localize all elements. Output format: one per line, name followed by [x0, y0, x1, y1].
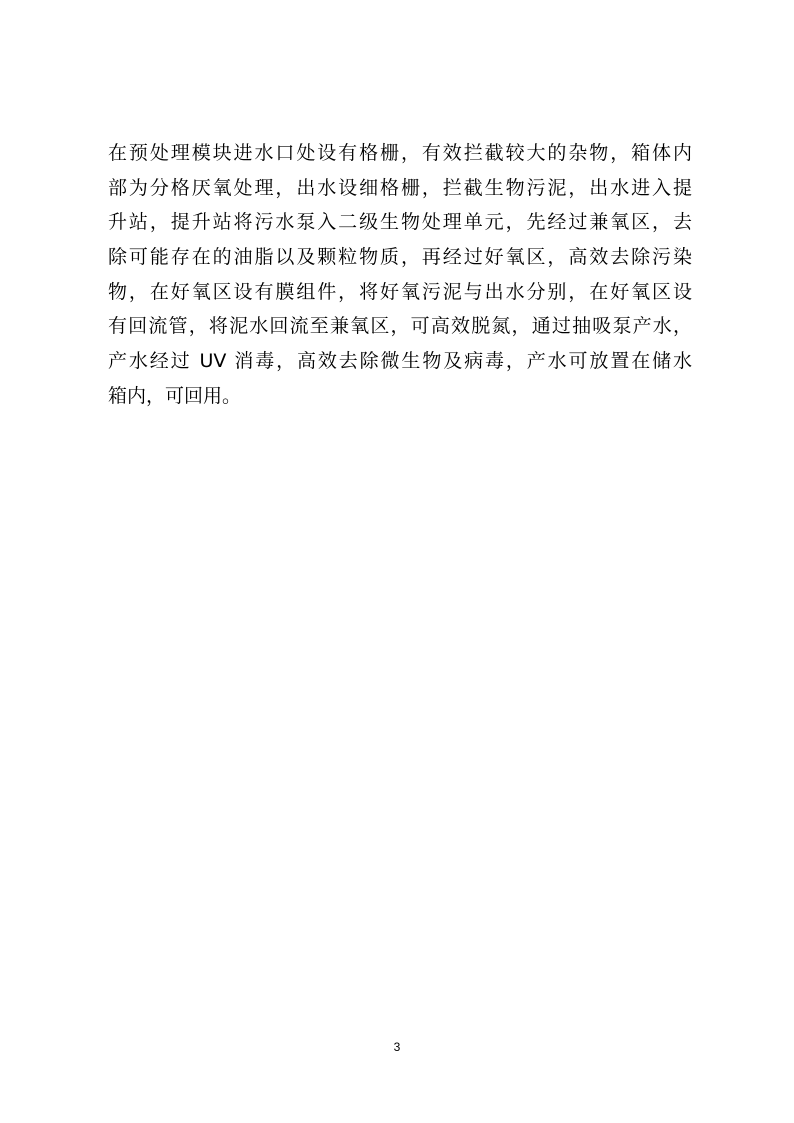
paragraph-line: 产水经过 UV 消毒，高效去除微生物及病毒，产水可放置在储水 [108, 350, 692, 373]
paragraph-line: 箱内，可回用。 [108, 384, 242, 407]
paragraph-line: 在预处理模块进水口处设有格栅，有效拦截较大的杂物，箱体内 [108, 142, 692, 164]
paragraph-line: 部为分格厌氧处理，出水设细格栅，拦截生物污泥，出水进入提 [108, 176, 692, 199]
body-paragraph [108, 136, 692, 414]
paragraph-line: 除可能存在的油脂以及颗粒物质，再经过好氧区，高效去除污染 [108, 246, 692, 269]
paragraph-line: 升站，提升站将污水泵入二级生物处理单元，先经过兼氧区，去 [108, 211, 692, 234]
paragraph-line: 物，在好氧区设有膜组件，将好氧污泥与出水分别，在好氧区设 [108, 280, 692, 303]
paragraph-line: 有回流管，将泥水回流至兼氧区，可高效脱氮，通过抽吸泵产水， [108, 315, 692, 338]
page-number: 3 [393, 1040, 401, 1054]
